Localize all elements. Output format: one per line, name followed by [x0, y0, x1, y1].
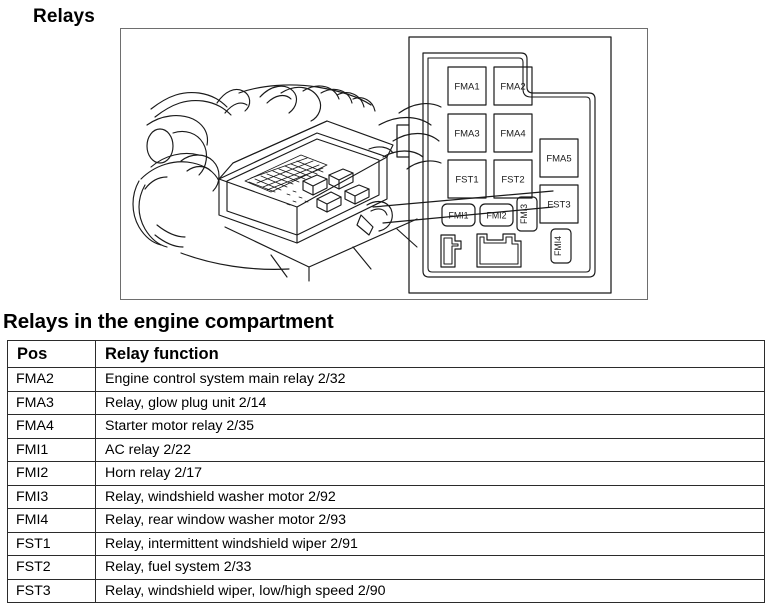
cell-pos: FMI1 [8, 438, 96, 462]
relay-box-detail-panel [397, 37, 611, 293]
engine-bay-illustration [133, 85, 441, 281]
cell-function: Relay, rear window washer motor 2/93 [96, 509, 765, 533]
cell-pos: FMA3 [8, 391, 96, 415]
cell-pos: FMA4 [8, 415, 96, 439]
relay-label-fma5: FMA5 [546, 153, 572, 165]
column-header-pos: Pos [8, 341, 96, 368]
relay-label-fmi3: FMI3 [519, 203, 529, 225]
relay-label-fma3: FMA3 [454, 128, 480, 140]
cell-function: Relay, intermittent windshield wiper 2/91 [96, 532, 765, 556]
relay-label-fst3: FST3 [547, 199, 571, 211]
relay-label-fmi1: FMI1 [448, 210, 469, 221]
relay-label-fst1: FST1 [455, 174, 479, 186]
cell-pos: FMI3 [8, 485, 96, 509]
relay-label-fmi4: FMI4 [553, 235, 563, 257]
section-heading: Relays in the engine compartment [3, 310, 334, 333]
table-header-row [8, 341, 765, 368]
table-row [8, 485, 765, 509]
table-row [8, 462, 765, 486]
relays-table [7, 340, 765, 603]
cell-function: Starter motor relay 2/35 [96, 415, 765, 439]
cell-function: Horn relay 2/17 [96, 462, 765, 486]
relay-label-fma1: FMA1 [454, 81, 480, 93]
relay-label-fmi2: FMI2 [486, 210, 507, 221]
cell-pos: FMA2 [8, 368, 96, 392]
cell-function: Relay, windshield washer motor 2/92 [96, 485, 765, 509]
cell-function: Relay, glow plug unit 2/14 [96, 391, 765, 415]
table-body [8, 368, 765, 603]
cell-pos: FST3 [8, 579, 96, 603]
relay-label-fma4: FMA4 [500, 128, 526, 140]
cell-pos: FMI4 [8, 509, 96, 533]
table-row [8, 509, 765, 533]
relay-label-fst2: FST2 [501, 174, 525, 186]
cell-function: AC relay 2/22 [96, 438, 765, 462]
cell-function: Relay, windshield wiper, low/high speed 2/90 [96, 579, 765, 603]
page-title: Relays [33, 6, 95, 27]
table-row [8, 368, 765, 392]
relay-box-figure [120, 28, 648, 300]
table-row [8, 391, 765, 415]
table-row [8, 579, 765, 603]
column-header-relay-function: Relay function [96, 341, 765, 368]
cell-function: Relay, fuel system 2/33 [96, 556, 765, 580]
table-row [8, 415, 765, 439]
table-row [8, 438, 765, 462]
cell-function: Engine control system main relay 2/32 [96, 368, 765, 392]
relay-box-figure-svg [121, 29, 649, 301]
cell-pos: FST1 [8, 532, 96, 556]
cell-pos: FST2 [8, 556, 96, 580]
table-row [8, 532, 765, 556]
relay-label-fma2: FMA2 [500, 81, 526, 93]
table-row [8, 556, 765, 580]
cell-pos: FMI2 [8, 462, 96, 486]
